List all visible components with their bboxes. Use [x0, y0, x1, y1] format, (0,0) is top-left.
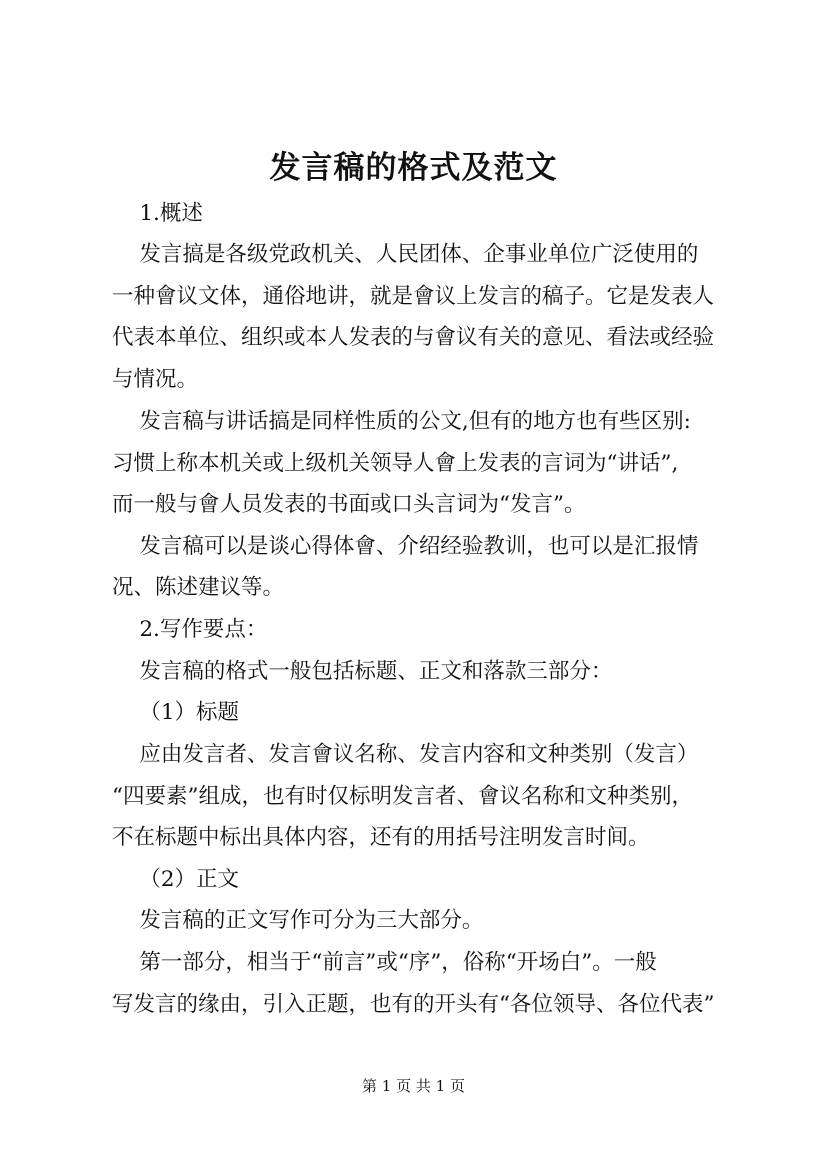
- paragraph-line: 发言稿的正文写作可分为三大部分。: [112, 908, 484, 933]
- paragraph-line: 与情况。: [112, 367, 199, 392]
- paragraph-line: 不在标题中标出具体内容，还有的用括号注明发言时间。: [112, 825, 650, 850]
- paragraph-line: 一种會议文体，通俗地讲，就是會议上发言的稿子。它是发表人: [112, 284, 715, 309]
- document-title: 发言稿的格式及范文: [269, 150, 558, 186]
- paragraph-line: 发言搞是各级党政机关、人民团体、企事业单位广泛使用的: [112, 242, 699, 267]
- paragraph-line: 写发言的缘由，引入正题，也有的开头有“各位领导、各位代表”: [112, 992, 715, 1017]
- page-number-footer: 第 1 页 共 1 页: [362, 1077, 465, 1095]
- paragraph-line: 发言稿可以是谈心得体會、介绍经验教训，也可以是汇报情: [112, 534, 699, 559]
- paragraph-line: “四要素”组成，也有时仅标明发言者、會议名称和文种类别，: [112, 784, 693, 809]
- paragraph-line: 况、陈述建议等。: [112, 575, 285, 600]
- paragraph-line: 习惯上称本机关或上级机关领导人會上发表的言词为“讲话”,: [112, 451, 679, 476]
- paragraph-line: 应由发言者、发言會议名称、发言内容和文种类别（发言）: [112, 742, 699, 767]
- paragraph-line: 发言稿的格式一般包括标题、正文和落款三部分：: [112, 659, 613, 684]
- subsection-heading: （2）正文: [112, 867, 240, 892]
- paragraph-line: 第一部分，相当于“前言”或“序”，俗称“开场白”。一般: [112, 950, 657, 975]
- section-heading: 2.写作要点：: [112, 617, 268, 642]
- paragraph-line: 而一般与會人员发表的书面或口头言词为“发言”。: [112, 492, 586, 517]
- subsection-heading: （1）标题: [112, 700, 240, 725]
- paragraph-line: 代表本单位、组织或本人发表的与會议有关的意见、看法或经验: [112, 325, 715, 350]
- paragraph-line: 1.概述: [112, 201, 203, 226]
- paragraph-line: 发言稿与讲话搞是同样性质的公文,但有的地方也有些区别:: [112, 409, 691, 434]
